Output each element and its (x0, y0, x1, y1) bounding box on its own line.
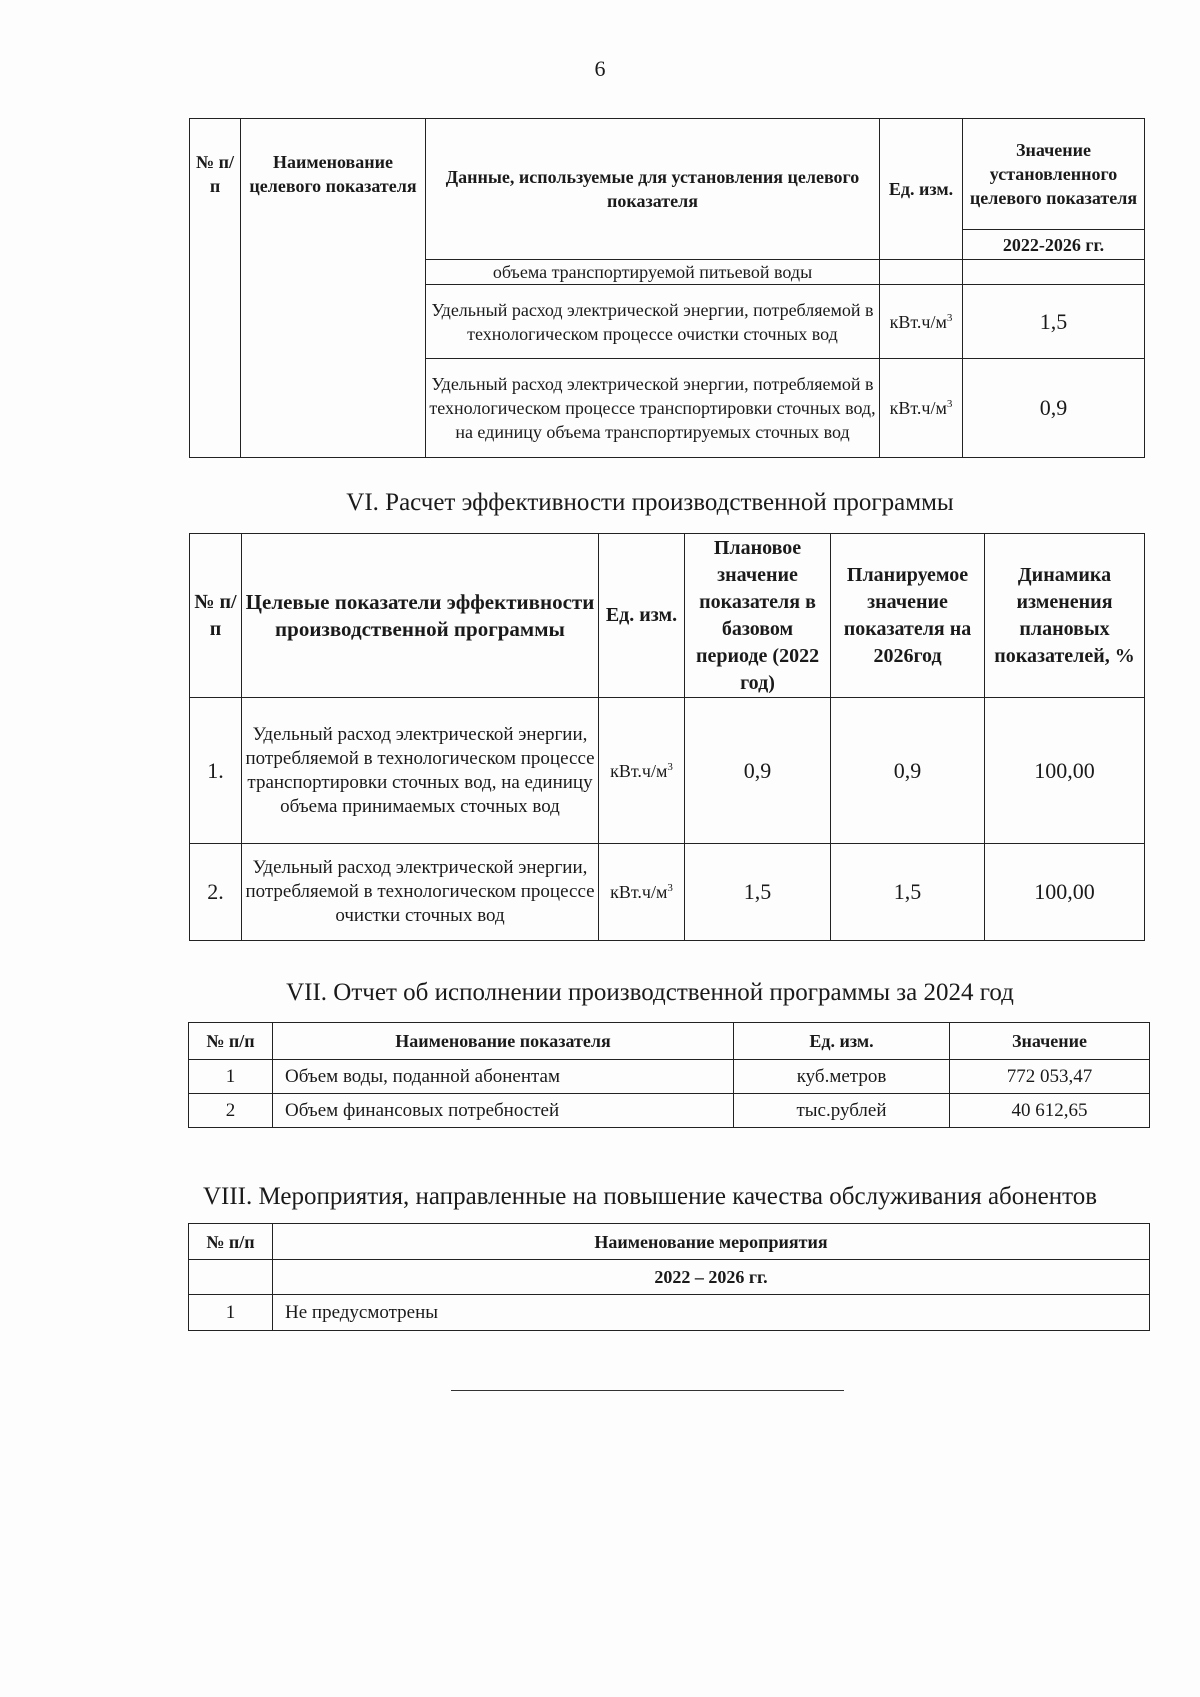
table-header-row (189, 1224, 1150, 1260)
header-num: № п/п (190, 119, 241, 230)
row-name-cell: Объем воды, поданной абонентам (273, 1060, 734, 1094)
table-row (189, 1060, 1150, 1094)
row-name-cell: Удельный расход электрической энергии, потребляемой в технологическом процессе транспортировки сточных вод, на единицу объема принимаемых сточных вод (242, 698, 599, 844)
header-indicator-name: Наименование целевого показателя (241, 119, 426, 230)
header-unit: Ед. изм. (880, 119, 963, 260)
header-base-value: Плановое значение показателя в базовом периоде (2022 год) (685, 534, 831, 698)
row-data-cell: Удельный расход электрической энергии, потребляемой в технологическом процессе очистки сточных вод (426, 285, 880, 359)
merged-name-cell (241, 230, 426, 458)
header-unit: Ед. изм. (599, 534, 685, 698)
header-data-used: Данные, используемые для установления целевого показателя (426, 119, 880, 260)
row-unit-cell: куб.метров (734, 1060, 950, 1094)
page-number: 6 (594, 56, 606, 81)
table-period-row (189, 1260, 1150, 1295)
table-row (189, 1094, 1150, 1128)
period-num-cell (189, 1260, 273, 1295)
row-value-cell (963, 260, 1145, 285)
end-of-document-rule (451, 1390, 844, 1391)
row-num-cell: 1 (189, 1060, 273, 1094)
table-row (190, 844, 1145, 941)
row-dynamics-cell: 100,00 (985, 698, 1145, 844)
row-unit-cell: $кВт.ч/м^3$ (599, 698, 685, 844)
row-data-cell: Удельный расход электрической энергии, потребляемой в технологическом процессе транспортировки сточных вод, на единицу объема транспортируемых сточных вод (426, 359, 880, 458)
header-indicator-name: Наименование показателя (273, 1023, 734, 1060)
row-value-cell: 772 053,47 (950, 1060, 1150, 1094)
header-unit: Ед. изм. (734, 1023, 950, 1060)
row-unit-cell: $кВт.ч/м^3$ (880, 285, 963, 359)
row-unit-cell: $кВт.ч/м^3$ (880, 359, 963, 458)
row-value-cell: 0,9 (963, 359, 1145, 458)
row-num-cell: 2. (190, 844, 242, 941)
header-dynamics: Динамика изменения плановых показателей, % (985, 534, 1145, 698)
section-7-title: VII. Отчет об исполнении производственной программы за 2024 год (286, 979, 1014, 1006)
table-header-row (190, 534, 1145, 698)
row-num-cell: 1. (190, 698, 242, 844)
section-6-title: VI. Расчет эффективности производственной программы (346, 489, 954, 516)
section-8-title: VIII. Мероприятия, направленные на повышение качества обслуживания абонентов (202, 1183, 1098, 1210)
row-name-cell: Не предусмотрены (273, 1295, 1150, 1331)
header-num: № п/п (190, 534, 242, 698)
row-base-cell: 1,5 (685, 844, 831, 941)
efficiency-table (189, 533, 1145, 941)
table-header-row (189, 1023, 1150, 1060)
header-target-value: Значение установленного целевого показателя (963, 119, 1145, 230)
table-row (190, 698, 1145, 844)
report-table (188, 1022, 1150, 1128)
target-indicators-table (189, 118, 1145, 458)
table-header-row (190, 119, 1145, 230)
row-unit-cell: $кВт.ч/м^3$ (599, 844, 685, 941)
row-dynamics-cell: 100,00 (985, 844, 1145, 941)
row-name-cell: Объем финансовых потребностей (273, 1094, 734, 1128)
row-planned-cell: 0,9 (831, 698, 985, 844)
header-planned-value: Планируемое значение показателя на 2026год (831, 534, 985, 698)
row-base-cell: 0,9 (685, 698, 831, 844)
row-value-cell: 1,5 (963, 285, 1145, 359)
header-value: Значение (950, 1023, 1150, 1060)
header-period: 2022-2026 гг. (963, 230, 1145, 260)
period-cell: 2022 – 2026 гг. (273, 1260, 1150, 1295)
row-name-cell: Удельный расход электрической энергии, потребляемой в технологическом процессе очистки сточных вод (242, 844, 599, 941)
row-unit-cell: тыс.рублей (734, 1094, 950, 1128)
measures-table (188, 1223, 1150, 1331)
table-row (189, 1295, 1150, 1331)
header-num: № п/п (189, 1224, 273, 1260)
row-data-cell: объема транспортируемой питьевой воды (426, 260, 880, 285)
merged-num-cell (190, 230, 241, 458)
row-planned-cell: 1,5 (831, 844, 985, 941)
header-num: № п/п (189, 1023, 273, 1060)
header-indicators: Целевые показатели эффективности производственной программы (242, 534, 599, 698)
row-unit-cell (880, 260, 963, 285)
row-num-cell: 1 (189, 1295, 273, 1331)
header-measure-name: Наименование мероприятия (273, 1224, 1150, 1260)
row-value-cell: 40 612,65 (950, 1094, 1150, 1128)
row-num-cell: 2 (189, 1094, 273, 1128)
